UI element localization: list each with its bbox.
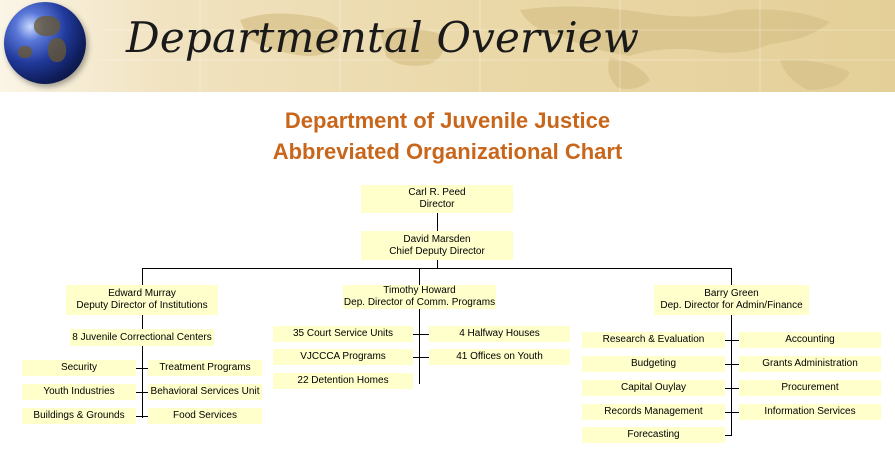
director-name: Carl R. Peed	[408, 187, 466, 198]
institutions-deputy-name: Edward Murray	[108, 288, 176, 299]
community-unit-box: 41 Offices on Youth	[429, 349, 570, 365]
institutions-unit-box: Food Services	[148, 408, 262, 424]
admin-unit-box: Capital Ouylay	[582, 380, 725, 396]
institutions-unit-box: Youth Industries	[22, 384, 136, 400]
community-unit-box: 4 Halfway Houses	[429, 326, 570, 342]
director-title: Director	[419, 199, 455, 210]
connector-line	[725, 435, 731, 436]
admin-unit-box: Procurement	[739, 380, 881, 396]
connector-line	[142, 268, 143, 285]
admin-deputy-box	[654, 285, 809, 315]
director-box	[361, 185, 513, 213]
connector-line	[437, 213, 438, 231]
community-unit-box: 22 Detention Homes	[273, 373, 413, 389]
community-deputy-title: Dep. Director of Comm. Programs	[343, 297, 496, 308]
connector-line	[142, 268, 732, 269]
connector-line	[136, 368, 148, 369]
admin-deputy-title: Dep. Director for Admin/Finance	[660, 300, 803, 311]
admin-unit-box: Forecasting	[582, 427, 725, 443]
connector-line	[731, 268, 732, 285]
admin-unit-box: Research & Evaluation	[582, 332, 725, 348]
institutions-unit-box: Treatment Programs	[148, 360, 262, 376]
connector-line	[419, 309, 420, 384]
header-banner	[0, 0, 895, 92]
connector-line	[725, 340, 739, 341]
institutions-deputy-box	[66, 285, 218, 315]
institutions-unit-box: Buildings & Grounds	[22, 408, 136, 424]
institutions-deputy-title: Deputy Director of Institutions	[76, 300, 208, 311]
connector-line	[731, 315, 732, 436]
banner-title: Departmental Overview	[126, 13, 640, 62]
admin-unit-box: Records Management	[582, 404, 725, 420]
admin-unit-box: Grants Administration	[739, 356, 881, 372]
centers-box: 8 Juvenile Correctional Centers	[70, 329, 214, 346]
chief-deputy-name: David Marsden	[403, 233, 471, 245]
admin-deputy-name: Barry Green	[704, 288, 759, 299]
chief-deputy-box	[361, 231, 513, 260]
institutions-unit-box: Behavioral Services Unit	[148, 384, 262, 400]
connector-line	[419, 268, 420, 285]
community-unit-box: 35 Court Service Units	[273, 326, 413, 342]
connector-line	[413, 357, 429, 358]
connector-line	[437, 260, 438, 268]
globe-icon	[4, 2, 86, 84]
community-unit-box: VJCCCA Programs	[273, 349, 413, 365]
connector-line	[136, 392, 148, 393]
connector-line	[725, 388, 739, 389]
connector-line	[413, 334, 429, 335]
community-deputy-box	[343, 285, 496, 309]
connector-line	[136, 416, 148, 417]
chief-deputy-title: Chief Deputy Director	[389, 245, 485, 257]
admin-unit-box: Information Services	[739, 404, 881, 420]
connector-line	[725, 364, 739, 365]
connector-line	[725, 412, 739, 413]
admin-unit-box: Accounting	[739, 332, 881, 348]
chart-title: Department of Juvenile Justice	[284, 108, 611, 133]
chart-subtitle: Abbreviated Organizational Chart	[272, 139, 623, 164]
institutions-unit-box: Security	[22, 360, 136, 376]
community-deputy-name: Timothy Howard	[383, 285, 456, 296]
admin-unit-box: Budgeting	[582, 356, 725, 372]
